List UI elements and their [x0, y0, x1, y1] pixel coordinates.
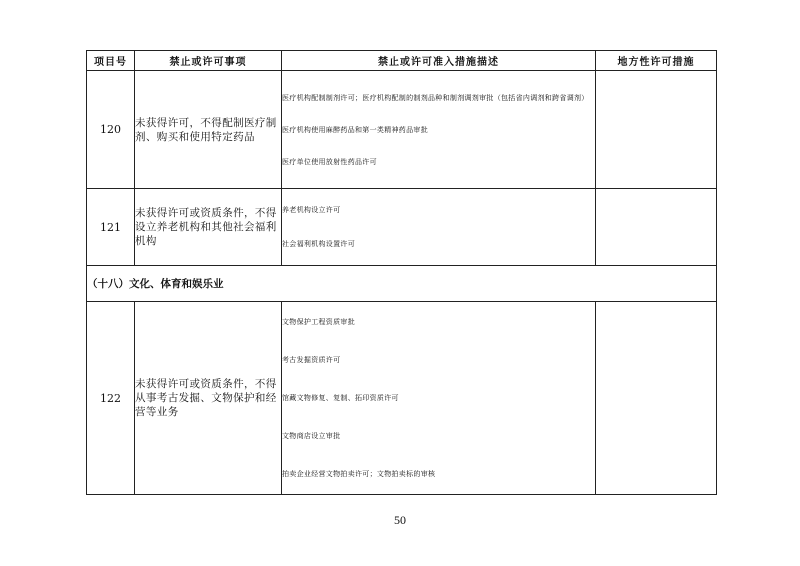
- page-number: 50: [394, 513, 406, 527]
- header-measure-description: 禁止或许可准入措施描述: [282, 51, 596, 71]
- row-number: 121: [87, 189, 135, 266]
- measure-line: 拍卖企业经营文物拍卖许可；文物拍卖标的审核: [282, 470, 436, 478]
- section-row: [87, 266, 717, 302]
- measure-line: 医疗机构配制制剂许可；医疗机构配制的制剂品种和制剂调剂审批（包括省内调剂和跨省调剂）: [282, 93, 589, 102]
- row-item: 未获得许可或资质条件，不得设立养老机构和其他社会福利机构: [135, 189, 282, 266]
- row-local-measures: [596, 71, 717, 189]
- measure-line: 医疗单位使用放射性药品许可: [282, 157, 377, 166]
- header-item-number: 项目号: [87, 51, 135, 71]
- measure-line: 医疗机构使用麻醉药品和第一类精神药品审批: [282, 125, 428, 134]
- measure-line: 文物商店设立审批: [282, 432, 341, 440]
- row-local-measures: [596, 302, 717, 495]
- measure-line: 养老机构设立许可: [282, 206, 341, 214]
- row-number: 122: [87, 302, 135, 495]
- measure-line: 考古发掘资质许可: [282, 356, 341, 364]
- row-measures: [282, 189, 596, 266]
- row-measures: [282, 71, 596, 189]
- measure-line: 馆藏文物修复、复制、拓印资质许可: [282, 394, 399, 402]
- row-measures: [282, 302, 596, 495]
- row-local-measures: [596, 189, 717, 266]
- row-item: 未获得许可，不得配制医疗制剂、购买和使用特定药品: [135, 71, 282, 189]
- section-title: （十八）文化、体育和娱乐业: [87, 266, 717, 302]
- measure-line: 社会福利机构设置许可: [282, 240, 355, 248]
- table-row-120: [87, 71, 717, 189]
- row-number: 120: [87, 71, 135, 189]
- header-matter: 禁止或许可事项: [135, 51, 282, 71]
- table-header-row: [87, 51, 717, 71]
- table-row-122: [87, 302, 717, 495]
- market-access-list-table: [86, 50, 717, 495]
- table-row-121: [87, 189, 717, 266]
- row-item: 未获得许可或资质条件，不得从事考古发掘、文物保护和经营等业务: [135, 302, 282, 495]
- measure-line: 文物保护工程资质审批: [282, 318, 355, 326]
- header-local-measures: 地方性许可措施: [596, 51, 717, 71]
